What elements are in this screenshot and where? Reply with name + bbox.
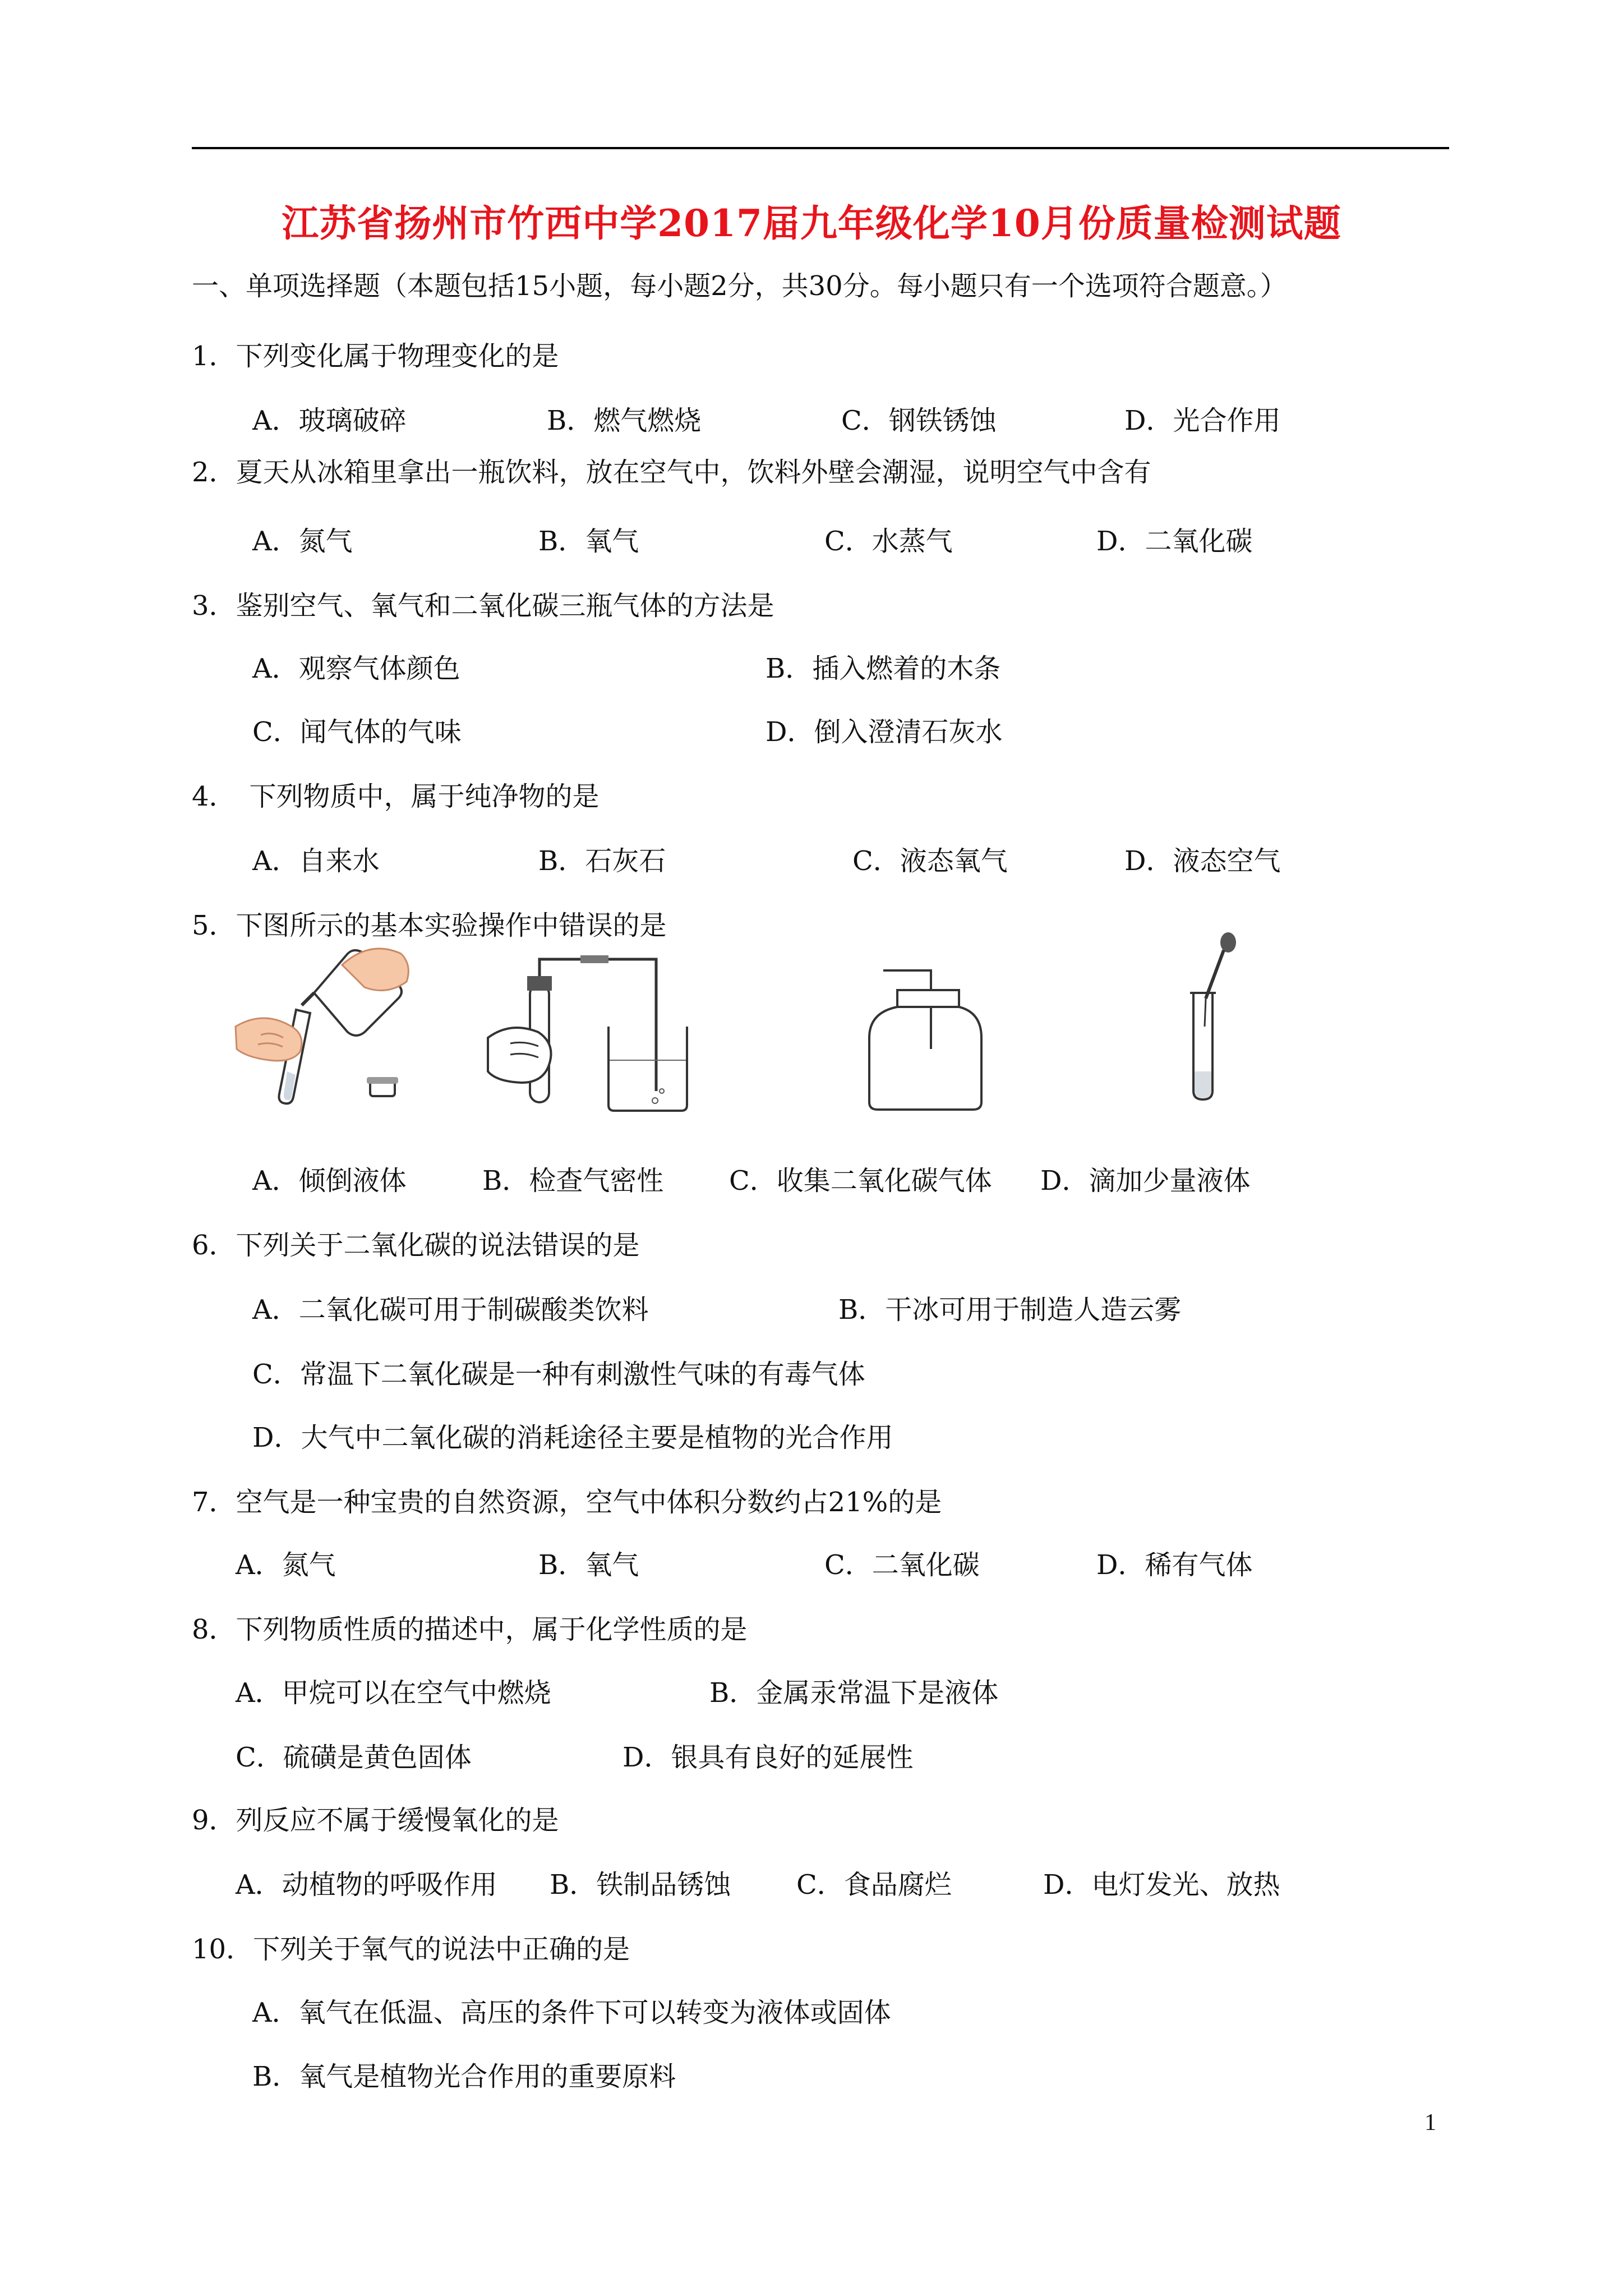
airtightness-check-drawing bbox=[477, 954, 690, 1116]
question-1-stem: 1．下列变化属于物理变化的是 bbox=[192, 341, 559, 372]
question-5-option-c[interactable]: C．收集二氧化碳气体 bbox=[729, 1165, 992, 1197]
question-5-option-b[interactable]: B．检查气密性 bbox=[482, 1165, 664, 1197]
gas-collection-bottle-figure bbox=[864, 965, 987, 1114]
question-8-option-b[interactable]: B．金属汞常温下是液体 bbox=[709, 1677, 999, 1709]
question-10-option-b[interactable]: B．氧气是植物光合作用的重要原料 bbox=[252, 2061, 676, 2092]
question-9-stem: 9．列反应不属于缓慢氧化的是 bbox=[192, 1805, 559, 1836]
question-10-option-a[interactable]: A．氧气在低温、高压的条件下可以转变为液体或固体 bbox=[252, 1997, 891, 2028]
airtightness-check-figure bbox=[477, 954, 690, 1116]
question-3-option-d[interactable]: D．倒入澄清石灰水 bbox=[766, 716, 1003, 748]
question-1-option-b[interactable]: B．燃气燃烧 bbox=[547, 405, 702, 436]
dropper-test-tube-figure bbox=[1172, 931, 1251, 1102]
question-4-option-d[interactable]: D．液态空气 bbox=[1124, 845, 1281, 877]
question-7-option-b[interactable]: B．氧气 bbox=[538, 1549, 639, 1581]
question-3-option-b[interactable]: B．插入燃着的木条 bbox=[766, 653, 1001, 684]
question-4-stem: 4． 下列物质中，属于纯净物的是 bbox=[192, 781, 600, 812]
stopper-icon bbox=[367, 1077, 398, 1096]
question-8-stem: 8．下列物质性质的描述中，属于化学性质的是 bbox=[192, 1614, 748, 1645]
rubber-tube-icon bbox=[580, 955, 608, 963]
question-4-option-a[interactable]: A．自来水 bbox=[252, 845, 380, 877]
question-2-option-d[interactable]: D．二氧化碳 bbox=[1096, 526, 1253, 557]
question-2-option-b[interactable]: B．氧气 bbox=[538, 526, 639, 557]
question-1-option-c[interactable]: C．钢铁锈蚀 bbox=[841, 405, 997, 436]
test-tube-icon bbox=[1190, 993, 1216, 1099]
question-7-option-d[interactable]: D．稀有气体 bbox=[1096, 1549, 1253, 1581]
beaker-icon bbox=[608, 1027, 687, 1111]
question-1-option-d[interactable]: D．光合作用 bbox=[1124, 405, 1281, 436]
gas-collection-drawing bbox=[864, 965, 987, 1114]
hand-icon bbox=[236, 1018, 302, 1061]
question-8-option-d[interactable]: D．银具有良好的延展性 bbox=[623, 1742, 914, 1773]
question-2-option-c[interactable]: C．水蒸气 bbox=[824, 526, 953, 557]
question-9-option-a[interactable]: A．动植物的呼吸作用 bbox=[236, 1869, 497, 1901]
question-10-stem: 10．下列关于氧气的说法中正确的是 bbox=[192, 1934, 630, 1965]
question-6-option-a[interactable]: A．二氧化碳可用于制碳酸类饮料 bbox=[252, 1294, 649, 1326]
dropper-icon bbox=[1205, 932, 1236, 1027]
question-7-option-a[interactable]: A．氮气 bbox=[236, 1549, 336, 1581]
question-6-option-d[interactable]: D．大气中二氧化碳的消耗途径主要是植物的光合作用 bbox=[252, 1422, 893, 1453]
question-4-option-b[interactable]: B．石灰石 bbox=[538, 845, 666, 877]
pouring-liquid-figure bbox=[230, 942, 415, 1105]
question-2-option-a[interactable]: A．氮气 bbox=[252, 526, 353, 557]
question-5-stem: 5．下图所示的基本实验操作中错误的是 bbox=[192, 910, 667, 941]
hand-icon bbox=[488, 1028, 551, 1083]
header-rule bbox=[192, 147, 1449, 149]
question-9-option-c[interactable]: C．食品腐烂 bbox=[796, 1869, 952, 1901]
question-8-option-a[interactable]: A．甲烷可以在空气中燃烧 bbox=[236, 1677, 551, 1709]
question-5-option-a[interactable]: A．倾倒液体 bbox=[252, 1165, 407, 1197]
question-3-option-c[interactable]: C．闻气体的气味 bbox=[252, 716, 462, 748]
question-6-option-c[interactable]: C．常温下二氧化碳是一种有刺激性气味的有毒气体 bbox=[252, 1359, 865, 1390]
question-3-option-a[interactable]: A．观察气体颜色 bbox=[252, 653, 460, 684]
page-title: 江苏省扬州市竹西中学2017届九年级化学10月份质量检测试题 bbox=[282, 201, 1341, 245]
question-4-option-c[interactable]: C．液态氧气 bbox=[852, 845, 1008, 877]
question-7-stem: 7．空气是一种宝贵的自然资源，空气中体积分数约占21%的是 bbox=[192, 1487, 942, 1518]
question-9-option-d[interactable]: D．电灯发光、放热 bbox=[1043, 1869, 1280, 1901]
question-5-option-d[interactable]: D．滴加少量液体 bbox=[1040, 1165, 1251, 1197]
dropper-drawing bbox=[1172, 931, 1251, 1102]
page-number: 1 bbox=[1424, 2110, 1436, 2136]
question-6-stem: 6．下列关于二氧化碳的说法错误的是 bbox=[192, 1230, 640, 1261]
section-heading: 一、单项选择题（本题包括15小题，每小题2分，共30分。每小题只有一个选项符合题意。） bbox=[192, 270, 1287, 302]
question-8-option-c[interactable]: C．硫磺是黄色固体 bbox=[236, 1742, 472, 1773]
question-1-option-a[interactable]: A．玻璃破碎 bbox=[252, 405, 407, 436]
question-9-option-b[interactable]: B．铁制品锈蚀 bbox=[550, 1869, 731, 1901]
question-3-stem: 3．鉴别空气、氧气和二氧化碳三瓶气体的方法是 bbox=[192, 590, 774, 622]
pouring-liquid-drawing bbox=[230, 942, 415, 1105]
question-6-option-b[interactable]: B．干冰可用于制造人造云雾 bbox=[838, 1294, 1182, 1326]
question-7-option-c[interactable]: C．二氧化碳 bbox=[824, 1549, 980, 1581]
delivery-tube-icon bbox=[540, 959, 656, 1091]
question-2-stem: 2．夏天从冰箱里拿出一瓶饮料，放在空气中，饮料外壁会潮湿，说明空气中含有 bbox=[192, 457, 1151, 488]
gas-bottle-icon bbox=[869, 990, 981, 1110]
